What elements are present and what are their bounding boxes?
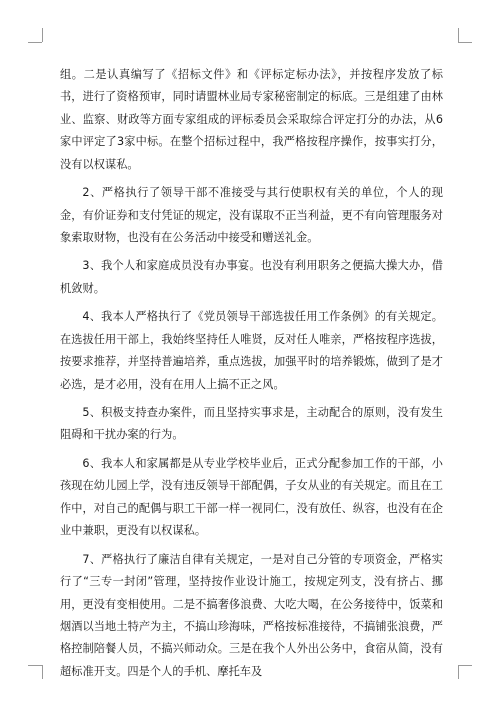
- paragraph-item-5: 5、积极支持查办案件，而且坚持实事求是，主动配合的原则，没有发生阻碍和干扰办案的行为。: [60, 406, 443, 442]
- crop-mark-top-right-h: [458, 42, 472, 43]
- paragraph-item-4: 4、我本人严格执行了《党员领导干部选拔任用工作条例》的有关规定。在选拔任用干部上，我始终坚持任人唯贤，反对任人唯亲，严格按程序选拔，按要求推荐，并坚持普遍培养，重点选拔，加强平时的培养锻炼，做到了是才必选，是才必用，没有在用人上搞不正之风。: [60, 310, 443, 391]
- crop-mark-bottom-right-h: [458, 665, 472, 666]
- crop-mark-top-left-h: [28, 42, 42, 43]
- crop-mark-bottom-left-h: [28, 665, 42, 666]
- crop-mark-top-left-v: [42, 28, 43, 42]
- paragraph-item-6: 6、我本人和家属都是从专业学校毕业后，正式分配参加工作的干部，小孩现在幼儿园上学，没有违反领导干部配偶，子女从业的有关规定。而且在工作中，对自己的配偶与职工干部一样一视同仁，没有放任、纵容，也没有在企业中兼职，更没有以权谋私。: [60, 456, 443, 538]
- crop-mark-bottom-left-v: [42, 665, 43, 679]
- crop-mark-bottom-right-v: [458, 665, 459, 679]
- paragraph-continuation: 组。二是认真编写了《招标文件》和《评标定标办法》，并按程序发放了标书，进行了资格预审，同时请盟林业局专家秘密制定的标底。三是组建了由林业、监察、财政等方面专家组成的评标委员会采取综合评定打分的办法，从6家中评定了3家中标。在整个招标过程中，我严格按程序操作，按事实打分，没有以权谋私。: [60, 68, 443, 171]
- paragraph-item-3: 3、我个人和家庭成员没有办事宴。也没有利用职务之便搞大操大办，借机敛财。: [60, 259, 443, 295]
- paragraph-item-2: 2、严格执行了领导干部不准接受与其行使职权有关的单位，个人的现金，有价证券和支付凭证的规定，没有谋取不正当利益，更不有向管理服务对象索取财物，也没有在公务活动中接受和赠送礼金。: [60, 186, 443, 244]
- document-body: [60, 64, 443, 689]
- paragraph-item-7: 7、严格执行了廉洁自律有关规定，一是对自己分管的专项资金，严格实行了“三专一封闭”管理，坚持按作业设计施工，按规定列支，没有挤占、挪用，更没有变相使用。二是不搞奢侈浪费、大吃大喝，在公务接待中，饭菜和烟酒以当地土特产为主，不搞山珍海味，严格按标准接待，不搞铺张浪费，严格控制陪餐人员，不搞兴师动众。三是在我个人外出公务中，食宿从简，没有超标准开支。四是个人的手机、摩托车及: [60, 552, 443, 678]
- crop-mark-top-right-v: [458, 28, 459, 42]
